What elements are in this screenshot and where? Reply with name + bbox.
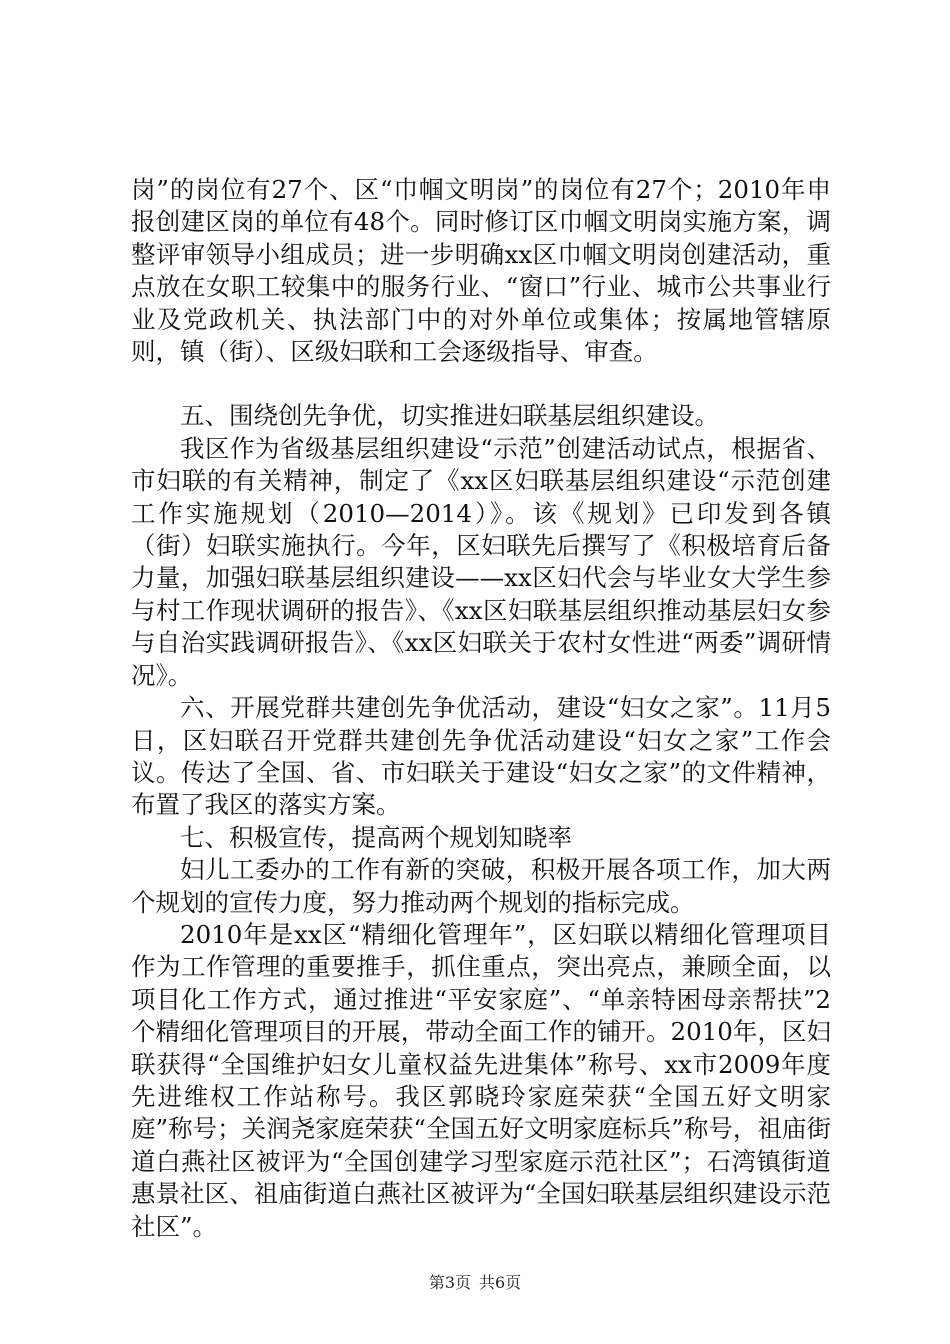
document-body (131, 174, 831, 1243)
section-heading-7: 七、积极宣传，提高两个规划知晓率 (180, 822, 572, 852)
paragraph-summary: 2010年是xx区“精细化管理年”，区妇联以精细化管理项目作为工作管理的重要推手，抓住重点，突出亮点，兼顾全面，以项目化工作方式，通过推进“平安家庭”、“单亲特困母亲帮扶”2个精细化管理项目的开展，带动全面工作的铺开。2010年，区妇联获得“全国维护妇女儿童权益先进集体”称号、xx市2009年度先进维权工作站称号。我区郭晓玲家庭荣获“全国五好文明家庭”称号；关润尧家庭荣获“全国五好文明家庭标兵”称号，祖庙街道白燕社区被评为“全国创建学习型家庭示范社区”；石湾镇街道惠景社区、祖庙街道白燕社区被评为“全国妇联基层组织建设示范社区”。 (131, 919, 831, 1241)
paragraph-continuation: 岗”的岗位有27个、区“巾帼文明岗”的岗位有27个；2010年申报创建区岗的单位有48个。同时修订区巾帼文明岗实施方案，调整评审领导小组成员；进一步明确xx区巾帼文明岗创建活动，重点放在女职工较集中的服务行业、“窗口”行业、城市公共事业行业及党政机关、执法部门中的对外单位或集体；按属地管辖原则，镇（街）、区级妇联和工会逐级指导、审查。 (131, 175, 831, 367)
paragraph-section-7: 妇儿工委办的工作有新的突破，积极开展各项工作，加大两个规划的宣传力度，努力推动两个规划的指标完成。 (131, 855, 831, 917)
page-number: 第3页 (428, 1273, 471, 1292)
page-footer (0, 1273, 950, 1293)
section-heading-5: 五、围绕创先争优，切实推进妇联基层组织建设。 (180, 401, 719, 431)
page-total: 共6页 (479, 1273, 522, 1292)
paragraph-section-5: 我区作为省级基层组织建设“示范”创建活动试点，根据省、市妇联的有关精神，制定了《xx区妇联基层组织建设“示范创建工作实施规划（2010—2014）》。该《规划》已印发到各镇（街）妇联实施执行。今年，区妇联先后撰写了《积极培育后备力量，加强妇联基层组织建设——xx区妇代会与毕业女大学生参与村工作现状调研的报告》、《xx区妇联基层组织推动基层妇女参与自治实践调研报告》、《xx区妇联关于农村女性进“两委”调研情况》。 (131, 433, 831, 690)
section-heading-6: 六、开展党群共建创先争优活动，建设“妇女之家”。11月5日，区妇联召开党群共建创先争优活动建设“妇女之家”工作会议。传达了全国、省、市妇联关于建设“妇女之家”的文件精神，布置了我区的落实方案。 (131, 693, 831, 820)
